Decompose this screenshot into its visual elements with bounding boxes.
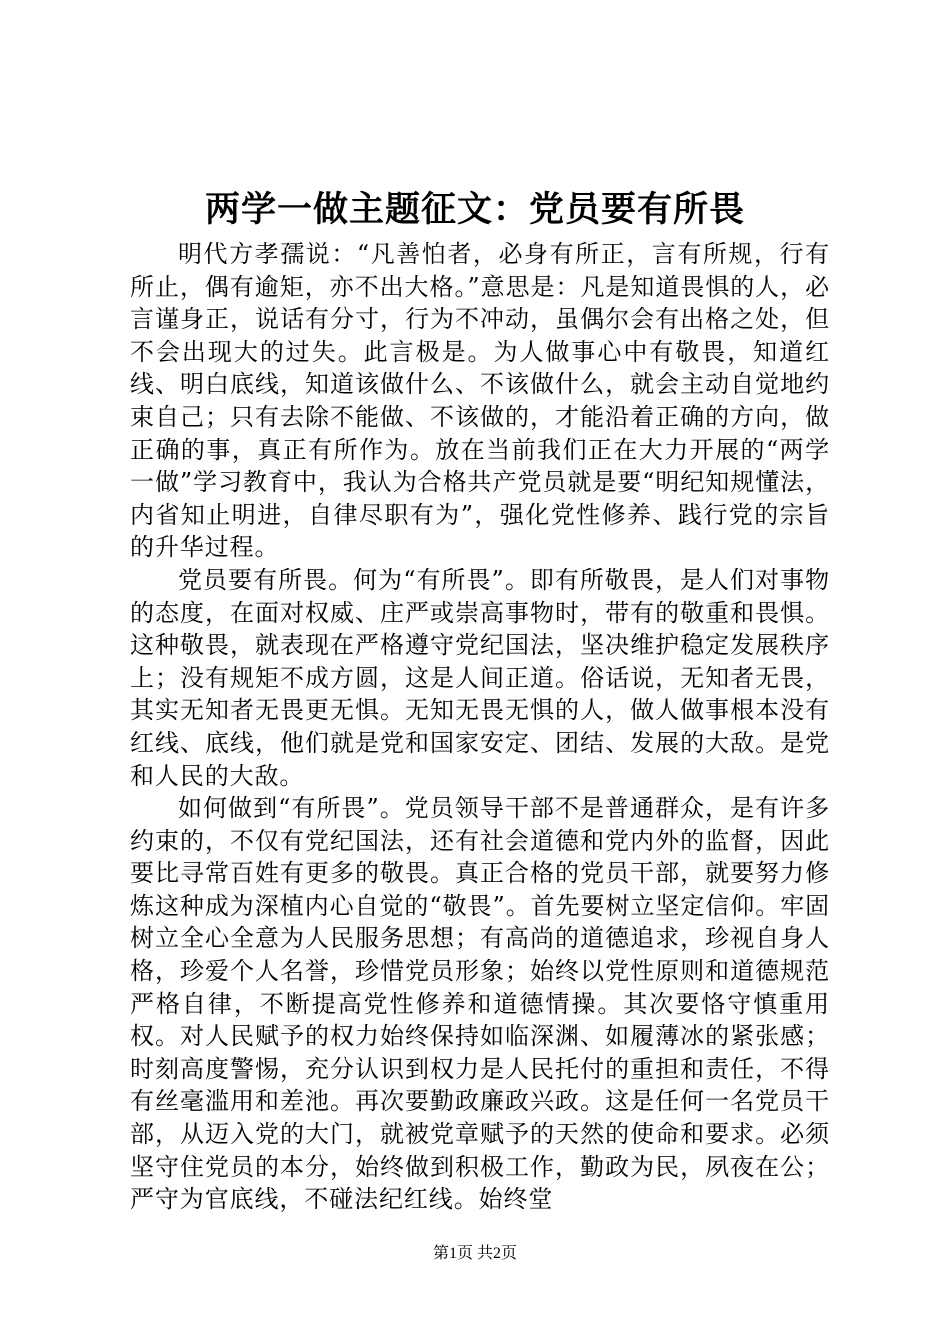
page-number-footer: 第1页 共2页 (432, 1245, 517, 1262)
document-body (130, 238, 830, 1216)
document-title: 两学一做主题征文：党员要有所畏 (204, 189, 745, 230)
body-paragraph: 明代方孝孺说：“凡善怕者，必身有所正，言有所规，行有所止，偶有逾矩，亦不出大格。”意思是：凡是知道畏惧的人，必言谨身正，说话有分寸，行为不冲动，虽偶尔会有出格之处，但不会出现大的过失。此言极是。为人做事心中有敬畏，知道红线、明白底线，知道该做什么、不该做什么，就会主动自觉地约束自己；只有去除不能做、不该做的，才能沿着正确的方向，做正确的事，真正有所作为。放在当前我们正在大力开展的“两学一做”学习教育中，我认为合格共产党员就是要“明纪知规懂法，内省知止明进，自律尽职有为”，强化党性修养、践行党的宗旨的升华过程。 (130, 240, 830, 562)
body-paragraph: 党员要有所畏。何为“有所畏”。即有所敬畏，是人们对事物的态度，在面对权威、庄严或崇高事物时，带有的敬重和畏惧。这种敬畏，就表现在严格遵守党纪国法，坚决维护稳定发展秩序上；没有规矩不成方圆，这是人间正道。俗话说，无知者无畏，其实无知者无畏更无惧。无知无畏无惧的人，做人做事根本没有红线、底线，他们就是党和国家安定、团结、发展的大敌。是党和人民的大敌。 (130, 565, 830, 790)
body-paragraph: 如何做到“有所畏”。党员领导干部不是普通群众，是有许多约束的，不仅有党纪国法，还有社会道德和党内外的监督，因此要比寻常百姓有更多的敬畏。真正合格的党员干部，就要努力修炼这种成为深植内心自觉的“敬畏”。首先要树立坚定信仰。牢固树立全心全意为人民服务思想；有高尚的道德追求，珍视自身人格，珍爱个人名誉，珍惜党员形象；始终以党性原则和道德规范严格自律，不断提高党性修养和道德情操。其次要恪守慎重用权。对人民赋予的权力始终保持如临深渊、如履薄冰的紧张感；时刻高度警惕，充分认识到权力是人民托付的重担和责任，不得有丝毫滥用和差池。再次要勤政廉政兴政。这是任何一名党员干部，从迈入党的大门，就被党章赋予的天然的使命和要求。必须坚守住党员的本分，始终做到积极工作，勤政为民，夙夜在公；严守为官底线，不碰法纪红线。始终堂 (130, 794, 830, 1214)
